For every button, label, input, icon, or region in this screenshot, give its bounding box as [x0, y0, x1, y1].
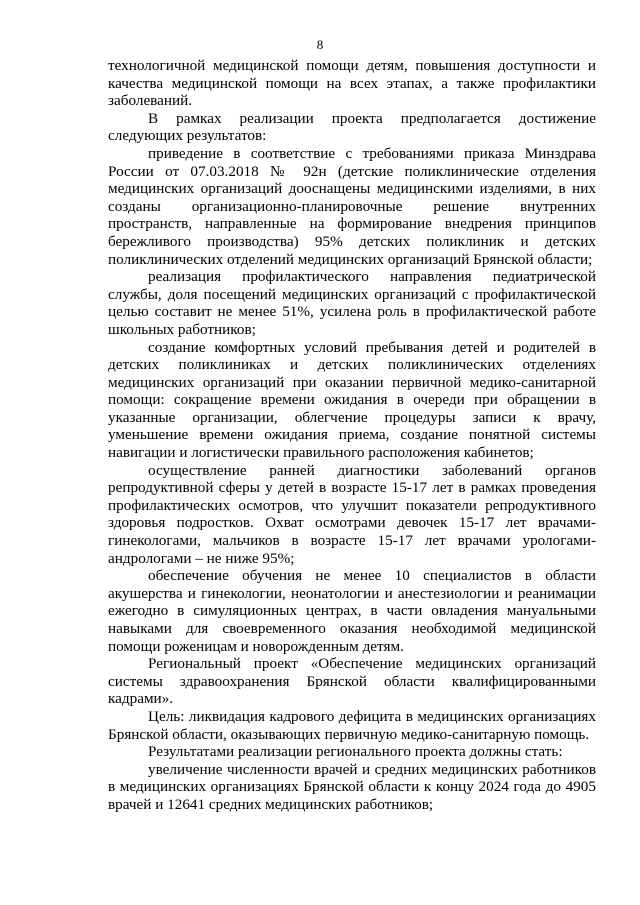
- paragraph-goal: Цель: ликвидация кадрового дефицита в медицинских организациях Брянской области, оказывающих первичную медико-санитарную помощь.: [108, 707, 596, 743]
- paragraph-results-intro: В рамках реализации проекта предполагается достижение следующих результатов:: [108, 109, 596, 145]
- paragraph-results-heading: Результатами реализации регионального проекта должны стать:: [148, 743, 563, 761]
- paragraph-result-order-compliance: приведение в соответствие с требованиями приказа Минздрава России от 07.03.2018 № 92н (детские поликлинические отделения медицинских организаций дооснащены медицинскими изделиями, в них созданы организационно-планировочные решение внутренних пространств, направленные на формирование внедрения принципов бережливого производства) 95% детских поликлиник и детских поликлинических отделений медицинских организаций Брянской области;: [108, 144, 596, 268]
- paragraph-result-training: обеспечение обучения не менее 10 специалистов в области акушерства и гинекологии, неонатологии и анестезиологии и реанимации ежегодно в симуляционных центрах, в части овладения мануальными навыками для своевременного оказания необходимой медицинской помощи роженицам и новорожденным детям.: [108, 567, 596, 655]
- paragraph-regional-project-title: Региональный проект «Обеспечение медицинских организаций системы здравоохранения Брянской области квалифицированными кадрами».: [108, 655, 596, 708]
- paragraph-result-comfort: создание комфортных условий пребывания детей и родителей в детских поликлиниках и детских поликлинических отделениях медицинских организаций при оказании первичной медико-санитарной помощи: сокращение времени ожидания в очереди при обращении в указанные организации, облегчение процедуры записи к врачу, уменьшение времени ожидания приема, создание понятной системы навигации и логистически правильного расположения кабинетов;: [108, 338, 596, 462]
- paragraph-continuation: технологичной медицинской помощи детям, повышения доступности и качества медицинской помощи на всех этапах, а также профилактики заболеваний.: [108, 57, 596, 110]
- paragraph-result-staffing: увеличение численности врачей и средних медицинских работников в медицинских организациях Брянской области к концу 2024 года до 4905 врачей и 12641 средних медицинских работников;: [108, 760, 596, 813]
- page-number: 8: [316, 37, 324, 52]
- paragraph-result-diagnostics: осуществление ранней диагностики заболеваний органов репродуктивной сферы у детей в возрасте 15-17 лет в рамках проведения профилактических осмотров, что улучшит показатели репродуктивного здоровья подростков. Охват осмотрами девочек 15-17 лет врачами-гинекологами, мальчиков в возрасте 15-17 лет врачами урологами-андрологами – не ниже 95%;: [108, 461, 596, 567]
- paragraph-result-prevention: реализация профилактического направления педиатрической службы, доля посещений медицинских организаций с профилактической целью составит не менее 51%, усилена роль в профилактической работе школьных работников;: [108, 268, 596, 338]
- document-body: [108, 57, 596, 814]
